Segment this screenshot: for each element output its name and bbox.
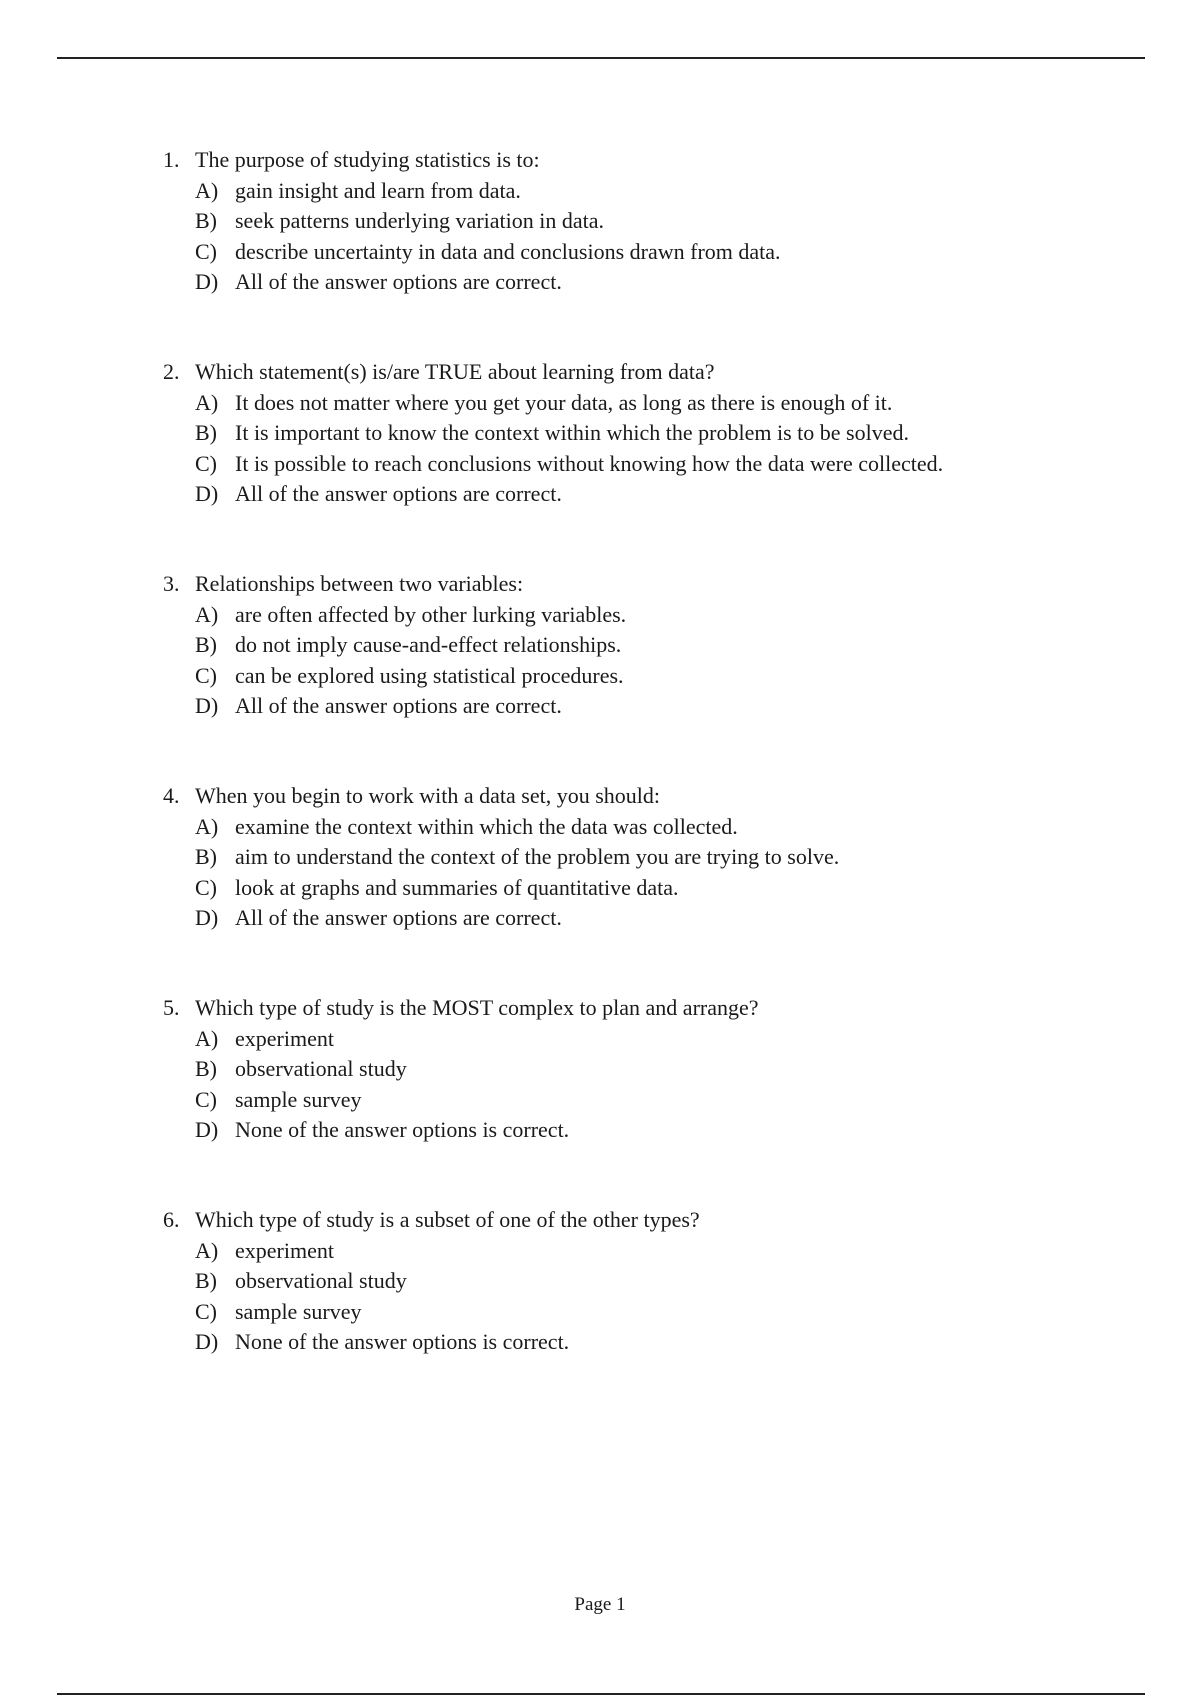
question-text: Which type of study is a subset of one of the other types? <box>195 1207 700 1232</box>
option-b <box>163 418 1063 449</box>
option-letter: D) <box>195 905 219 930</box>
option-text: seek patterns underlying variation in data. <box>235 208 604 233</box>
option-text: aim to understand the context of the problem you are trying to solve. <box>235 844 840 869</box>
question-4 <box>163 781 1063 934</box>
option-letter: C) <box>195 450 217 476</box>
question-text: Which type of study is the MOST complex to plan and arrange? <box>195 995 759 1020</box>
option-b <box>163 1054 1063 1085</box>
option-letter: C) <box>195 874 217 900</box>
option-text: All of the answer options are correct. <box>235 693 562 718</box>
option-text: experiment <box>235 1025 334 1051</box>
option-letter: B) <box>195 420 217 445</box>
option-c <box>163 1297 1063 1328</box>
option-text: All of the answer options are correct. <box>235 481 562 506</box>
option-letter: A) <box>195 177 219 203</box>
option-b <box>163 1266 1063 1297</box>
option-letter: A) <box>195 389 219 415</box>
option-text: look at graphs and summaries of quantitative data. <box>235 874 679 900</box>
option-letter: D) <box>195 1329 219 1354</box>
question-6 <box>163 1205 1063 1358</box>
option-text: gain insight and learn from data. <box>235 177 521 203</box>
option-a <box>163 1236 1063 1267</box>
option-letter: D) <box>195 1117 219 1142</box>
question-2 <box>163 357 1063 510</box>
option-b <box>163 842 1063 873</box>
option-text: sample survey <box>235 1298 362 1324</box>
option-c <box>163 449 1063 480</box>
option-text: All of the answer options are correct. <box>235 905 562 930</box>
option-d <box>163 479 1063 510</box>
option-text: are often affected by other lurking variables. <box>235 601 627 627</box>
option-letter: D) <box>195 481 219 506</box>
question-number: 6. <box>163 1207 180 1232</box>
option-c <box>163 873 1063 904</box>
question-5 <box>163 993 1063 1146</box>
question-text: Relationships between two variables: <box>195 571 524 596</box>
question-text: Which statement(s) is/are TRUE about learning from data? <box>195 359 715 384</box>
question-number: 1. <box>163 147 180 172</box>
option-a <box>163 388 1063 419</box>
option-letter: B) <box>195 208 217 233</box>
option-text: observational study <box>235 1056 407 1081</box>
option-text: observational study <box>235 1268 407 1293</box>
option-letter: B) <box>195 844 217 869</box>
option-c <box>163 661 1063 692</box>
option-d <box>163 903 1063 934</box>
question-3 <box>163 569 1063 722</box>
option-text: It is possible to reach conclusions without knowing how the data were collected. <box>235 450 944 476</box>
option-letter: B) <box>195 632 217 657</box>
option-letter: A) <box>195 1237 219 1263</box>
option-c <box>163 1085 1063 1116</box>
page-number: Page 1 <box>574 1594 626 1615</box>
option-letter: A) <box>195 1025 219 1051</box>
option-text: examine the context within which the data was collected. <box>235 813 738 839</box>
question-1 <box>163 145 1063 298</box>
option-d <box>163 691 1063 722</box>
option-letter: A) <box>195 813 219 839</box>
option-text: experiment <box>235 1237 334 1263</box>
option-letter: C) <box>195 662 217 688</box>
option-letter: B) <box>195 1056 217 1081</box>
option-b <box>163 630 1063 661</box>
option-b <box>163 206 1063 237</box>
option-d <box>163 267 1063 298</box>
option-text: It is important to know the context within which the problem is to be solved. <box>235 420 909 445</box>
bottom-rule <box>57 1693 1145 1695</box>
option-text: All of the answer options are correct. <box>235 269 562 294</box>
top-rule <box>57 57 1145 59</box>
option-text: None of the answer options is correct. <box>235 1117 570 1142</box>
option-text: do not imply cause-and-effect relationships. <box>235 632 622 657</box>
question-number: 3. <box>163 571 180 596</box>
option-text: can be explored using statistical procedures. <box>235 662 624 688</box>
question-number: 4. <box>163 783 180 808</box>
option-c <box>163 237 1063 268</box>
option-d <box>163 1327 1063 1358</box>
option-letter: C) <box>195 1298 217 1324</box>
option-text: describe uncertainty in data and conclusions drawn from data. <box>235 238 781 264</box>
option-letter: C) <box>195 1086 217 1112</box>
option-a <box>163 1024 1063 1055</box>
option-letter: C) <box>195 238 217 264</box>
option-text: sample survey <box>235 1086 362 1112</box>
option-letter: D) <box>195 269 219 294</box>
option-letter: A) <box>195 601 219 627</box>
question-number: 2. <box>163 359 180 384</box>
option-d <box>163 1115 1063 1146</box>
option-letter: D) <box>195 693 219 718</box>
question-number: 5. <box>163 995 180 1020</box>
option-letter: B) <box>195 1268 217 1293</box>
question-text: When you begin to work with a data set, you should: <box>195 783 660 808</box>
question-text: The purpose of studying statistics is to: <box>195 147 540 172</box>
option-a <box>163 600 1063 631</box>
option-a <box>163 812 1063 843</box>
option-a <box>163 176 1063 207</box>
option-text: None of the answer options is correct. <box>235 1329 570 1354</box>
option-text: It does not matter where you get your data, as long as there is enough of it. <box>235 389 893 415</box>
